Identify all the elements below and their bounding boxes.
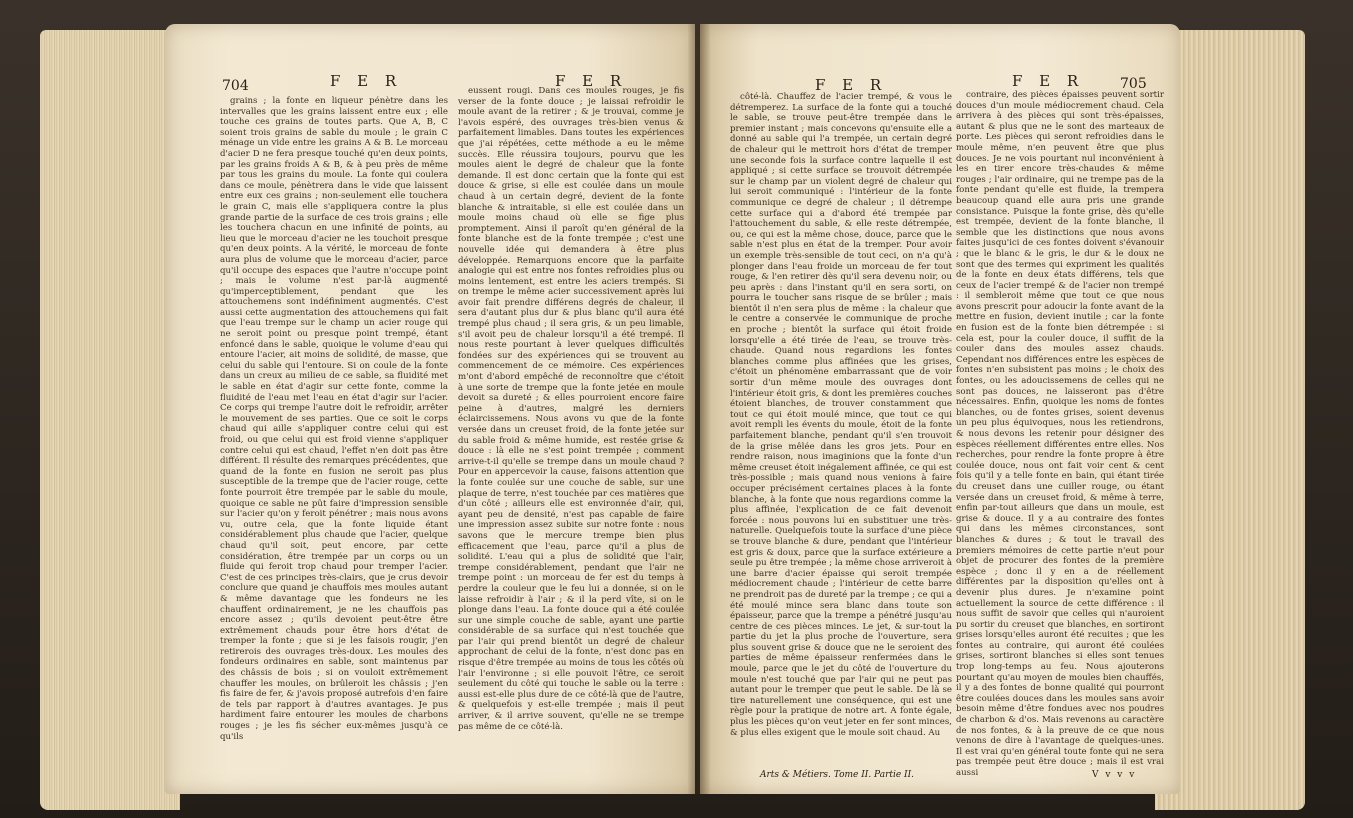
left-col2-text: eussent rougi. Dans ces moules rouges, je fis verser de la fonte douce ; je laissai refroidir le moule avant de la retirer ; & je trouvai, comme je l'avois espéré, des ouvrages très-bien venus & parfaitement limables. Dans toutes les expériences que j'ai répétées, cette méthode a eu le même succès. Elle réussira toujours, pourvu que les moules aient le degré de chaleur que la fonte demande. Il est donc certain que la fonte qui est douce & grise, si elle est coulée dans un moule chaud à un certain degré, devient de la fonte blanche & intraitable, si elle est coulée dans un moule moins chaud où elle se fige plus promptement. Ainsi il paroît qu'en général de la fonte blanche est de la fonte trempée ; c'est une nouvelle idée qui demandera à être plus développée. Remarquons encore que la parfaite analogie qui est entre nos fontes refroidies plus ou moins lentement, est entre les aciers trempés. Si on trempe le même acier successivement après lui avoir fait prendre différens degrés de chaleur, il sera d'autant plus dur & plus blanc qu'il aura été trempé plus chaud ; il sera gris, & un peu limable, s'il avoit peu de chaleur lorsqu'il a été trempé. Il nous reste pourtant à lever quelques difficultés fondées sur des expériences qui se trouvent au commencement de ce mémoire. Ces expériences m'ont d'abord empêché de reconnoître que c'étoit à une sorte de trempe que la fonte jetée en moule devoit sa dureté ; & elles pourroient encore faire peine à d'autres, malgré les derniers éclaircissemens. Nous avons vu que de la fonte versée dans un creuset froid, de la fonte jetée sur du sable froid & même humide, est restée grise & douce : là elle ne s'est point trempée ; comment arrive-t-il qu'elle se trempe dans un moule chaud ? Pour en appercevoir la cause, faisons attention que la fonte coulée sur une couche de sable, sur une plaque de terre, n'est touchée par ces matières que d'un côté ; ailleurs elle est environnée d'air, qui, ayant peu de densité, n'est pas capable de faire une impression assez subite sur notre fonte : nous savons que le mercure trempe bien plus efficacement que l'eau, parce qu'il a plus de solidité. L'eau qui a plus de solidité que l'air, trempe considérablement, pendant que l'air ne trempe point : un morceau de fer est du temps à perdre la couleur que le feu lui a donnée, si on le laisse refroidir à l'air ; & il la perd vîte, si on le plonge dans l'eau. La fonte douce qui a été coulée sur une simple couche de sable, ayant une partie considérable de sa surface qui n'est touchée que par l'air qui prend bientôt un degré de chaleur approchant de celui de la fonte, n'est donc pas en risque d'être trempée au moins de tous les côtés où l'air l'environne ; si elle pouvoit l'être, ce seroit seulement du côté qui touche le sable ou la terre : aussi est-elle plus dure de ce côté-là que de l'autre, & quelquefois y est-elle trempée ; mais il peut arriver, & il arrive souvent, qu'elle ne se trempe pas même de ce côté-là.	[458, 86, 684, 732]
left-column-2	[458, 86, 684, 748]
left-col1-text: grains ; la fonte en liqueur pénètre dans les intervalles que les grains laissent entre eux ; elle touche ces grains de toutes parts. Que A, B, C soient trois grains de sable du moule ; le grain C ménage un vide entre les grains A & B. Le morceau d'acier D ne fera presque touché qu'en deux points, par les grains froids A & B, & à peu près de même par tous les grains du moule. La fonte qui coulera dans ce moule, pénètrera dans le vide que laissent entre eux ces grains ; non-seulement elle touchera le grain C, mais elle s'appliquera contre la plus grande partie de la surface de ces trois grains ; elle les touchera chacun en une infinité de points, au lieu que le morceau d'acier ne les touchoit presque qu'en deux points. A la vérité, le morceau de fonte aura plus de volume que le morceau d'acier, parce qu'il occupe des espaces que l'autre n'occupe point ; mais le volume n'est par-là augmenté qu'imperceptiblement, pendant que les attouchemens sont indéfiniment augmentés. C'est aussi cette augmentation des attouchemens qui fait que l'eau trempe sur le champ un acier rouge qui ne seroit point ou presque point trempé, étant enfoncé dans le sable, quoique le volume d'eau qui entoure l'acier, ait moins de solidité, de masse, que celui du sable qui l'entoure. Si on coule de la fonte dans un creux au milieu de ce sable, sa fluidité met le sable en état d'agir sur cette fonte, comme la fluidité de l'eau met l'eau en état d'agir sur l'acier. Ce corps qui trempe l'autre doit le refroidir, arrêter le mouvement de ses parties. Que ce soit le corps chaud qui aille s'appliquer contre celui qui est froid, ou que celui qui est froid vienne s'appliquer contre celui qui est chaud, l'effet n'en doit pas être différent. Il résulte des remarques précédentes, que quand de la fonte en fusion ne seroit pas plus susceptible de la trempe que de l'acier rouge, cette fonte pourroit être trempée par le sable du moule, quoique ce sable ne pût faire d'impression sensible sur l'acier qu'on y feroit pénétrer ; mais nous avons vu, outre cela, que la fonte liquide étant considérablement plus chaude que l'acier, quelque chaud qu'il soit, peut encore, par cette considération, être trempée par un corps ou un fluide qui feroit trop chaud pour tremper l'acier. C'est de ces principes très-clairs, que je crus devoir conclure que quand je chauffois mes moules autant & même davantage que les fondeurs ne les chauffent ordinairement, je ne les chauffois pas encore assez ; qu'ils devoient peut-être être extrêmement chauds pour être hors d'état de tremper la fonte ; que si je les faisois rougir, j'en retirerois des ouvrages très-doux. Les moules des fondeurs ordinaires en sable, sont maintenus par des châssis de bois ; si on vouloit extrêmement chauffer les moules, on brûleroit les châssis ; j'en fis faire de fer, & j'avois proposé autrefois d'en faire de tels par rapport à d'autres avantages. Je pus hardiment faire entourer les moules de charbons rouges ; je les fis sécher eux-mêmes jusqu'à ce qu'ils	[220, 96, 448, 742]
right-running-head-1: F E R	[815, 76, 888, 94]
page-footer: Arts & Métiers. Tome II. Partie II.	[760, 770, 915, 780]
book-edge-left	[40, 30, 180, 810]
left-column-1	[220, 96, 448, 746]
left-running-head-1: F E R	[330, 72, 403, 90]
left-page-number: 704	[222, 78, 249, 94]
right-col2-text: contraire, des pièces épaisses peuvent sortir douces d'un moule médiocrement chaud. Cela arrivera à des pièces qui sont très-épaisses, autant & plus que ne le sont des marteaux de porte. Les pièces qui seront refroidies dans le moule même, n'en peuvent être que plus douces. Je ne vois pourtant nul inconvénient à les en tirer encore très-chaudes & même rouges ; l'air ordinaire, qui ne trempe pas de la fonte pendant qu'elle est fluide, la trempera beaucoup quand elle aura pris une grande consistance. Puisque la fonte grise, dès qu'elle est trempée, devient de la fonte blanche, il semble que les distinctions que nous avons faites jusqu'ici de ces fontes doivent s'évanouir ; que le blanc & le gris, le dur & le doux ne sont que des termes qui expriment les qualités de la fonte en deux états différens, tels que ceux de l'acier trempé & de l'acier non trempé : il sembleroit même que tout ce que nous avons prescrit pour adoucir la fonte avant de la mettre en fusion, devient inutile ; car la fonte en fusion est de la fonte bien détrempée : si cela est, pour la couler douce, il suffit de la couler dans des moules assez chauds. Cependant nos différences entre les espèces de fontes n'en subsistent pas moins ; le choix des fontes, ou les adoucissemens de celles qui ne sont pas douces, ne laisseront pas d'être nécessaires. Enfin, quoique les noms de fontes blanches, ou de fontes grises, soient devenus un peu plus équivoques, nous les retiendrons, & nous devons les retenir pour désigner des espèces réellement différentes entre elles. Nos recherches, pour rendre la fonte propre à être coulée douce, nous ont fait voir cent & cent fois qu'il y a telle fonte en bain, qui étant tirée du creuset dans une cuiller rouge, ou étant versée dans un creuset froid, & même à terre, enfin par-tout ailleurs que dans un moule, est grise & douce. Il y a au contraire des fontes qui dans les mêmes circonstances, sont blanches & dures ; & tout le travail des premiers mémoires de cette partie n'eut pour objet de procurer des fontes de la première espèce ; donc il y en a de réellement différentes par la disposition qu'elles ont à devenir plus dures. Je n'examine point actuellement la source de cette différence : il nous suffit de savoir que celles qui n'auroient pu sortir du creuset que blanches, en sortiront grises lorsqu'elles auront été recuites ; que les fontes au contraire, qui auront été coulées grises, sortiront blanches si elles sont tenues trop long-temps au feu. Nous ajouterons pourtant qu'au moyen de moules bien chauffés, il y a des fontes de bonne qualité qui pourront être coulées douces dans les moules sans avoir besoin même d'être fondues avec nos poudres de charbon & d'os. Mais revenons au caractère de nos fontes, & à la preuve de ce que nous venons de dire à l'avantage de quelques-unes. Il est vrai qu'en général toute fonte qui ne sera pas trempée peut être douce ; mais il est vrai aussi	[956, 90, 1164, 778]
right-col1-text: côté-là. Chauffez de l'acier trempé, & vous le détremperez. La surface de la fonte qui a touché le sable, se trouve peut-être trempée dans le premier instant ; mais concevons qu'ensuite elle a donné au sable qui l'a trempée, un certain degré de chaleur qui le mettroit hors d'état de tremper une seconde fois la surface contre laquelle il est appliqué ; si cette surface se trouvoit détrempée sur le champ par un violent degré de chaleur qui lui seroit communiqué : l'intérieur de la fonte communique ce degré de chaleur ; il détrempe cette surface qui a d'abord été trempée par l'attouchement du sable, & elle reste détrempée, ou, ce qui est la même chose, douce, parce que le sable n'est plus en état de la tremper. Pour avoir un exemple très-sensible de tout ceci, on n'a qu'à plonger dans l'eau froide un morceau de fer tout rouge, & l'en retirer dès qu'il sera devenu noir, ou peu après : dans l'instant qu'il en sera sorti, on pourra le toucher sans risque de se brûler ; mais bientôt il n'en sera plus de même : la chaleur que le centre a conservée le communique de proche en proche ; bientôt la surface qui étoit froide lorsqu'elle a été tirée de l'eau, se trouve très-chaude. Quand nous regardions les fontes blanches comme plus affinées que les grises, c'étoit un phénomène embarrassant que de voir sortir d'un même moule des ouvrages dont l'intérieur étoit gris, & dont les premières couches étoient blanches, de trouver constamment que tout ce qui étoit moulé mince, que tout ce qui avoit rempli les évents du moule, étoit de la fonte parfaitement blanche, pendant qu'il s'en trouvoit de la grise mêlée dans les gros jets. Pour en rendre raison, nous imaginions que la fonte d'un même creuset étoit inégalement affinée, ce qui est très-possible ; mais quand nous venions à faire occuper précisément certaines places à la fonte blanche, à la fonte que nous regardions comme la plus affinée, l'explication de ce fait devenoit forcée : nous pouvons lui en substituer une très-naturelle. Quelquefois toute la surface d'une pièce se trouve blanche & dure, pendant que l'intérieur est gris & doux, parce que la surface extérieure a seule pu être trempée ; la même chose arriveroit à une barre d'acier épaisse qui seroit trempée médiocrement chaude ; l'intérieur de cette barre ne prendroit pas de dureté par la trempe ; ce qui a été moulé mince sera blanc dans toute son épaisseur, parce que la trempe a pénétré jusqu'au centre de ces pièces minces. Le jet, & sur-tout la partie du jet la plus proche de l'ouverture, sera plus souvent grise & douce que ne le seroient des parties de même épaisseur renfermées dans le moule, parce que le jet du côté de l'ouverture du moule n'est touché que par l'air qui ne peut pas autant pour le tremper que peut le sable. De là se tire naturellement une conséquence, qui est une règle pour la pratique de notre art. A fonte égale, plus les pièces qu'on veut jeter en fer sont minces, & plus elles exigent que le moule soit chaud. Au	[730, 92, 952, 738]
right-running-head-2: F E R	[1012, 72, 1085, 90]
left-running-head-2: F E R	[555, 72, 628, 90]
right-page-number: 705	[1120, 76, 1147, 92]
book-gutter	[688, 24, 710, 794]
signature-mark: V v v v	[1092, 770, 1137, 780]
right-column-1	[730, 92, 952, 752]
